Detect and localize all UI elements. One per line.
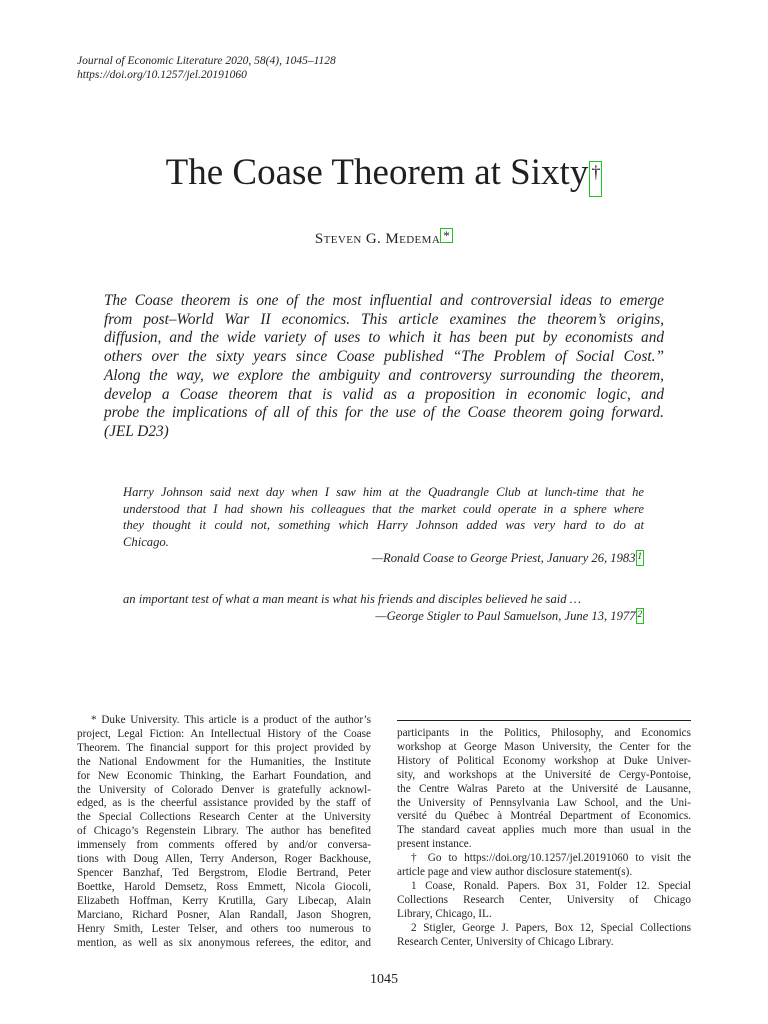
epigraph-coase	[123, 484, 644, 567]
epigraph-attribution	[123, 608, 644, 625]
abstract-line: diffusion, and the wide variety of uses to which it has been put by economists and	[104, 329, 664, 347]
epigraph-stigler	[123, 591, 644, 624]
footnote-2-line: 2 Stigler, George J. Papers, Box 12, Special Collections	[411, 921, 691, 934]
footnotes-left-column	[77, 714, 371, 950]
author-name: Steven G. Medema	[314, 231, 441, 247]
footnote-line: tions with Doug Allen, Terry Anderson, Roger Backhouse,	[77, 853, 371, 866]
footnote-line: versité du Québec à Montréal Department of Economics.	[397, 810, 691, 823]
abstract	[104, 292, 664, 442]
author-footnote-link[interactable]: *	[440, 228, 453, 243]
doi-link[interactable]: https://doi.org/10.1257/jel.20191060	[77, 69, 247, 81]
footnote-1-line: Collections Research Center, University of Chicago	[397, 893, 691, 906]
footnote-line: Boettke, Harold Demsetz, Ross Emmett, Nicola Giocoli,	[77, 880, 371, 893]
attribution-text: —George Stigler to Paul Samuelson, June 13, 1977	[375, 608, 636, 623]
footnote-line: project, Legal Fiction: An Intellectual History of the Coase	[77, 727, 371, 740]
title-footnote-link[interactable]: †	[589, 161, 602, 197]
footnote-line: edged, as is the cheerful assistance provided by the staff of	[77, 797, 371, 810]
footnote-line: Spencer Banzhaf, Ted Bergstrom, Elodie Bertrand, Peter	[77, 866, 371, 879]
footnote-line: * Duke University. This article is a product of the author’s	[91, 714, 371, 726]
footnote-2-link[interactable]: 2	[636, 608, 645, 624]
footnote-line: Henry Smith, Lester Telser, and others too numerous to	[77, 922, 371, 935]
abstract-line: (JEL D23)	[104, 422, 169, 440]
footnote-line: sity, and workshops at the Université de Cergy-Pontoise,	[397, 768, 691, 781]
epigraph-line: understood that I had shown his colleagues that the market could operate in a sphere where	[123, 501, 644, 516]
epigraph-line: Chicago.	[123, 534, 169, 549]
footnote-line: The standard caveat applies much more than usual in the	[397, 824, 691, 837]
epigraph-line: Harry Johnson said next day when I saw him at the Quadrangle Club at lunch-time that he	[123, 485, 644, 499]
abstract-line: probe the implications of all of this for the use of the Coase theorem going forward.	[104, 404, 664, 422]
footnote-1-link[interactable]: 1	[636, 550, 645, 566]
journal-citation: Journal of Economic Literature 2020, 58(4), 1045–1128	[77, 55, 336, 67]
footnote-line: the Centre Walras Pareto at the Université de Lausanne,	[397, 782, 691, 795]
footnote-line: History of Political Economy workshop at Duke Univer-	[397, 754, 691, 767]
abstract-line: develop a Coase theorem that is valid as a proposition in economic logic, and	[104, 385, 664, 403]
footnote-line: Theorem. The financial support for this project provided by	[77, 741, 371, 754]
article-title	[0, 150, 768, 197]
epigraph-line: they thought it could not, something which Harry Johnson added was very hard to do at	[123, 518, 644, 532]
page-number: 1045	[370, 972, 398, 987]
footnote-line: for New Economic Thinking, the Earhart Foundation, and	[77, 769, 371, 782]
footnote-line: present instance.	[397, 838, 472, 851]
footnote-line: of Chicago’s Regenstein Library. The author has benefited	[77, 825, 371, 838]
abstract-line: Along the way, we explore the ambiguity and controversy surrounding the theorem,	[104, 366, 664, 384]
footnote-line: the University of Colorado Denver is gratefully acknowl-	[77, 783, 371, 796]
footnote-line: the National Endowment for the Humanities, the Institute	[77, 755, 371, 768]
footnote-line: the Special Collections Research Center at the University	[77, 811, 371, 824]
footnote-line: workshop at George Mason University, the Center for the	[397, 740, 691, 753]
dagger-footnote-line: † Go to https://doi.org/10.1257/jel.20191060 to visit the	[411, 852, 691, 865]
footnote-1-line: 1 Coase, Ronald. Papers. Box 31, Folder 12. Special	[411, 879, 691, 892]
footnote-1-line: Library, Chicago, IL.	[397, 907, 492, 920]
footnote-2-line: Research Center, University of Chicago Library.	[397, 935, 614, 948]
footnote-rule	[397, 720, 691, 721]
footnote-line: the University of Pennsylvania Law School, and the Uni-	[397, 796, 691, 809]
article-author	[0, 228, 768, 249]
attribution-text: —Ronald Coase to George Priest, January 26, 1983	[371, 551, 636, 565]
abstract-line: The Coase theorem is one of the most influential and controversial ideas to emerge	[104, 292, 664, 309]
footnote-line: immensely from comments offered by and/or conversa-	[77, 839, 371, 852]
abstract-line: others over the sixty years since Coase published “The Problem of Social Cost.”	[104, 348, 664, 366]
footnotes-right-column	[397, 727, 691, 950]
footnote-line: Elizabeth Hoffman, Kerry Krutilla, Gary Libecap, Alain	[77, 894, 371, 907]
epigraph-attribution	[123, 550, 644, 567]
abstract-line: from post–World War II economics. This article examines the theorem’s origins,	[104, 310, 664, 328]
epigraph-line: an important test of what a man meant is what his friends and disciples believed he said …	[123, 592, 581, 606]
footnote-line: Marciano, Richard Posner, Alan Randall, Jason Shogren,	[77, 908, 371, 921]
title-text: The Coase Theorem at Sixty	[165, 152, 589, 193]
footnote-line: participants in the Politics, Philosophy, and Economics	[397, 727, 691, 739]
dagger-footnote-line: article page and view author disclosure statement(s).	[397, 866, 633, 879]
footnote-line: mention, as well as six anonymous referees, the editor, and	[77, 936, 371, 949]
